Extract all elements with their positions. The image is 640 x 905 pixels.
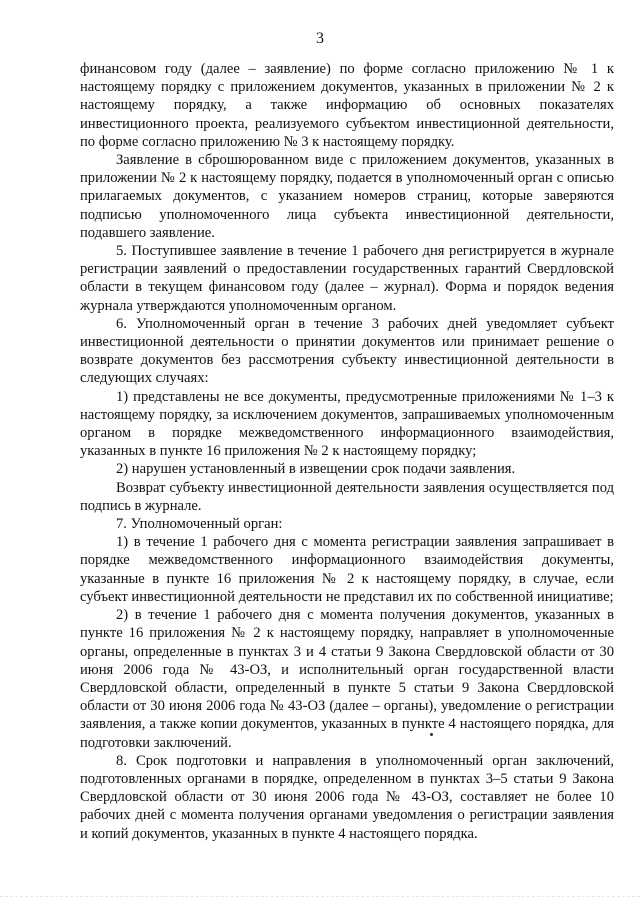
- paragraph-continuation: финансовом году (далее – заявление) по форме согласно приложению № 1 к настоящему порядку с приложением документов, указанных в приложении № 2 к настоящему порядку, а также информацию об основных показателях инвестиционного проекта, реализуемого субъектом инвестиционной деятельности, по форме согласно приложению № 3 к настоящему порядку.: [80, 61, 614, 150]
- paragraph-item-7-2: 2) в течение 1 рабочего дня с момента получения документов, указанных в пункте 16 приложения № 2 к настоящему порядку, направляет в уполномоченные органы, определенные в пунктах 3 и 4 статьи 9 Закона Свердловской области от 30 июня 2006 года № 43-ОЗ, и исполнительный орган государственной власти Свердловской области, определенный в пункте 5 статьи 9 Закона Свердловской области от 30 июня 2006 года № 43-ОЗ (далее – органы), уведомление о регистрации заявления, а также копии документов, указанных в пункте 4 настоящего порядка, для подготовки заключений.: [80, 607, 614, 751]
- paragraph-item-5: 5. Поступившее заявление в течение 1 рабочего дня регистрируется в журнале регистрации заявлений о предоставлении государственных гарантий Свердловской области в текущем финансовом году (далее – журнал). Форма и порядок ведения журнала утверждаются уполномоченным органом.: [80, 243, 614, 314]
- paragraph-item-7: 7. Уполномоченный орган:: [116, 516, 283, 533]
- page-number: 3: [316, 30, 324, 47]
- scan-speck: [430, 733, 433, 736]
- paragraph-item-6-2: 2) нарушен установленный в извещении срок подачи заявления.: [116, 461, 516, 478]
- paragraph-item-8: 8. Срок подготовки и направления в уполномоченный орган заключений, подготовленных органами в порядке, определенном в пунктах 3–5 статьи 9 Закона Свердловской области от 30 июня 2006 года № 43-ОЗ, составляет не более 10 рабочих дней с момента получения органами уведомления о регистрации заявления и копий документов, указанных в пункте 4 настоящего порядка.: [80, 752, 614, 842]
- paragraph-item-6: 6. Уполномоченный орган в течение 3 рабочих дней уведомляет субъект инвестиционной деятельности о принятии документов или принимает решение о возврате документов без рассмотрения субъекту инвестиционной деятельности в следующих случаях:: [80, 315, 614, 387]
- paragraph-return-note: Возврат субъекту инвестиционной деятельности заявления осуществляется под подпись в журнале.: [80, 479, 614, 514]
- paragraph-application-binding: Заявление в сброшюрованном виде с приложением документов, указанных в приложении № 2 к настоящему порядку, подается в уполномоченный орган с описью прилагаемых документов, с указанием номеров страниц, которые заверяются подписью уполномоченного лица субъекта инвестиционной деятельности, подавшего заявление.: [80, 152, 614, 241]
- paragraph-item-6-1: 1) представлены не все документы, предусмотренные приложениями № 1–3 к настоящему порядку, за исключением документов, запрашиваемых уполномоченным органом в порядке межведомственного информационного взаимодействия, указанных в пункте 16 приложения № 2 к настоящему порядку;: [80, 388, 614, 460]
- scan-bottom-edge: [0, 896, 640, 903]
- document-body: [80, 60, 614, 843]
- paragraph-item-7-1: 1) в течение 1 рабочего дня с момента регистрации заявления запрашивает в порядке межведомственного информационного взаимодействия документы, указанные в пункте 16 приложения № 2 к настоящему порядку, в случае, если субъект инвестиционной деятельности не представил их по собственной инициативе;: [80, 534, 614, 605]
